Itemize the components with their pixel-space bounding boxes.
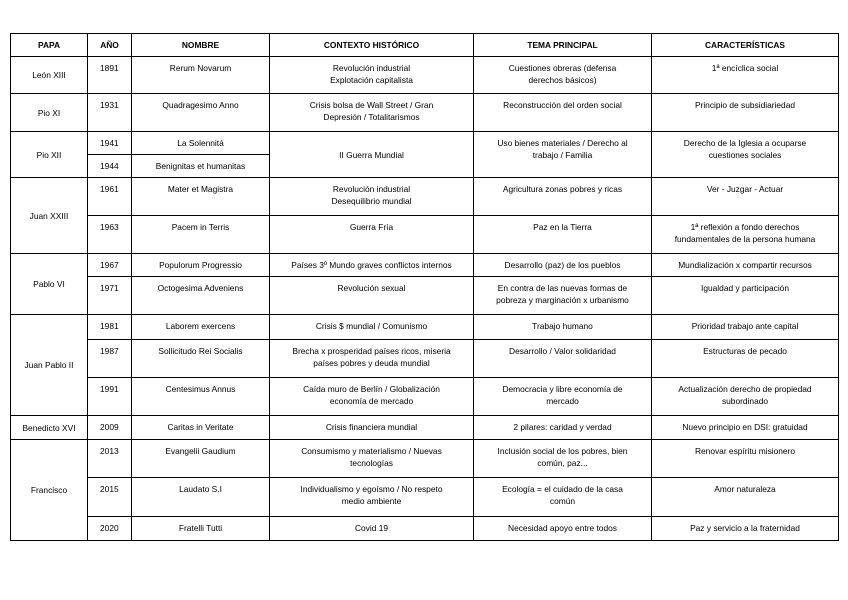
features-cell [652, 340, 839, 378]
features-cell [652, 478, 839, 517]
name-cell: Centesimus Annus [132, 378, 270, 416]
header-papa: PAPA [11, 34, 88, 57]
cell-line: común [549, 496, 576, 506]
features-cell [652, 94, 839, 132]
context-cell [270, 517, 474, 541]
table-row [11, 216, 839, 254]
context-cell [270, 478, 474, 517]
theme-cell [474, 57, 652, 94]
year-cell: 1944 [88, 155, 132, 178]
table-row [11, 478, 839, 517]
theme-cell [474, 254, 652, 277]
cell-line: Estructuras de pecado [703, 346, 787, 356]
context-cell [270, 378, 474, 416]
table-row [11, 178, 839, 216]
cell-line: II Guerra Mundial [339, 149, 404, 160]
pope-cell: Juan XXIII [11, 178, 88, 254]
theme-cell [474, 178, 652, 216]
year-cell: 1991 [88, 378, 132, 416]
features-cell [652, 216, 839, 254]
pope-cell: Pio XII [11, 132, 88, 178]
name-cell: Laudato S.I [132, 478, 270, 517]
header-tema: TEMA PRINCIPAL [474, 34, 652, 57]
context-cell [270, 440, 474, 478]
theme-cell [474, 378, 652, 416]
cell-line: Depresión / Totalitarismos [323, 112, 420, 122]
name-cell: Populorum Progressio [132, 254, 270, 277]
table-row [11, 315, 839, 340]
year-cell: 1891 [88, 57, 132, 94]
cell-line: pobreza y marginación x urbanismo [496, 295, 629, 305]
cell-line: Desequilibrio mundial [331, 196, 412, 206]
cell-line: Amor naturaleza [714, 484, 776, 494]
table-row [11, 378, 839, 416]
name-cell: Pacem in Terris [132, 216, 270, 254]
theme-cell [474, 517, 652, 541]
pope-cell: Francisco [11, 440, 88, 541]
name-cell: Evangelii Gaudium [132, 440, 270, 478]
cell-line: Igualdad y participación [701, 283, 789, 293]
table-row [11, 254, 839, 277]
table-row [11, 440, 839, 478]
cell-line: Crisis financiera mundial [325, 422, 418, 432]
encyclicals-table [10, 33, 839, 541]
cell-line: Crisis $ mundial / Comunismo [315, 321, 428, 331]
features-cell [652, 416, 839, 440]
cell-line: economía de mercado [329, 396, 414, 406]
cell-line: Brecha x prosperidad países ricos, miseria [292, 346, 451, 356]
cell-line: Cuestiones obreras (defensa [508, 63, 617, 73]
cell-line: Renovar espíritu misionero [694, 446, 796, 456]
theme-cell [474, 478, 652, 517]
year-cell: 1981 [88, 315, 132, 340]
header-contexto: CONTEXTO HISTÓRICO [270, 34, 474, 57]
context-cell [270, 94, 474, 132]
features-cell [652, 277, 839, 315]
context-cell [270, 57, 474, 94]
cell-line: Mundialización x compartir recursos [678, 260, 812, 270]
features-cell [652, 132, 839, 178]
pope-cell: León XIII [11, 57, 88, 94]
cell-line: Revolución sexual [337, 283, 406, 293]
table-row [11, 57, 839, 94]
cell-line: Covid 19 [354, 523, 389, 533]
cell-line: cuestiones sociales [708, 150, 782, 160]
cell-line: derechos básicos) [528, 75, 597, 85]
cell-line: Trabajo humano [532, 321, 593, 331]
features-cell [652, 254, 839, 277]
cell-line: Revolución industrial [332, 184, 411, 194]
cell-line: Individualismo y egoísmo / No respeto [300, 484, 443, 494]
theme-cell [474, 315, 652, 340]
cell-line: Reconstrucción del orden social [503, 100, 622, 110]
cell-line: Desarrollo (paz) de los pueblos [504, 260, 621, 270]
cell-line: 2 pilares: caridad y verdad [513, 422, 612, 432]
cell-line: 1ª encíclica social [711, 63, 779, 73]
name-cell: Octogesima Adveniens [132, 277, 270, 315]
context-cell [270, 416, 474, 440]
cell-line: Agricultura zonas pobres y ricas [502, 184, 623, 194]
features-cell [652, 378, 839, 416]
cell-line: tecnologías [350, 458, 393, 468]
theme-cell [474, 132, 652, 178]
context-cell [270, 216, 474, 254]
cell-line: Uso bienes materiales / Derecho al [497, 138, 628, 148]
features-cell [652, 178, 839, 216]
cell-line: mercado [546, 396, 579, 406]
header-caracteristicas: CARACTERÍSTICAS [652, 34, 839, 57]
context-cell [270, 178, 474, 216]
name-cell: Fratelli Tutti [132, 517, 270, 541]
cell-line: Ecología = el cuidado de la casa [502, 484, 623, 494]
cell-line: común, paz... [537, 458, 588, 468]
pope-cell: Pablo VI [11, 254, 88, 315]
year-cell: 1941 [88, 132, 132, 155]
cell-line: Ver - Juzgar - Actuar [706, 184, 784, 194]
theme-cell [474, 440, 652, 478]
table-row [11, 416, 839, 440]
theme-cell [474, 216, 652, 254]
context-cell [270, 132, 474, 178]
name-cell: La Solennitá [132, 132, 270, 155]
year-cell: 1961 [88, 178, 132, 216]
features-cell [652, 517, 839, 541]
name-cell: Caritas in Veritate [132, 416, 270, 440]
cell-line: Países 3º Mundo graves conflictos internos [291, 260, 452, 270]
table-row [11, 517, 839, 541]
theme-cell [474, 340, 652, 378]
year-cell: 1987 [88, 340, 132, 378]
table-row [11, 340, 839, 378]
name-cell: Sollicitudo Rei Socialis [132, 340, 270, 378]
name-cell: Mater et Magistra [132, 178, 270, 216]
cell-line: Democracia y libre economía de [502, 384, 623, 394]
year-cell: 2015 [88, 478, 132, 517]
name-cell: Quadragesimo Anno [132, 94, 270, 132]
year-cell: 1963 [88, 216, 132, 254]
cell-line: Paz y servicio a la fraternidad [690, 523, 800, 533]
cell-line: Caída muro de Berlín / Globalización [303, 384, 440, 394]
context-cell [270, 254, 474, 277]
cell-line: Paz en la Tierra [533, 222, 592, 232]
cell-line: países pobres y deuda mundial [313, 358, 430, 368]
cell-line: Principio de subsidiariedad [694, 100, 796, 110]
cell-line: subordinado [721, 396, 769, 406]
features-cell [652, 315, 839, 340]
cell-line: Revolución industrial [332, 63, 411, 73]
table-row [11, 132, 839, 155]
theme-cell [474, 416, 652, 440]
year-cell: 2009 [88, 416, 132, 440]
cell-line: Crisis bolsa de Wall Street / Gran [309, 100, 434, 110]
cell-line: Prioridad trabajo ante capital [691, 321, 799, 331]
cell-line: Guerra Fría [349, 222, 394, 232]
name-cell: Benignitas et humanitas [132, 155, 270, 178]
cell-line: Consumismo y materialismo / Nuevas [301, 446, 442, 456]
cell-line: trabajo / Familia [532, 150, 593, 160]
theme-cell [474, 277, 652, 315]
cell-line: En contra de las nuevas formas de [497, 283, 628, 293]
cell-line: Explotación capitalista [330, 75, 413, 85]
year-cell: 2020 [88, 517, 132, 541]
name-cell: Rerum Novarum [132, 57, 270, 94]
cell-line: Necesidad apoyo entre todos [508, 523, 617, 533]
pope-cell: Benedicto XVI [11, 416, 88, 440]
cell-line: fundamentales de la persona humana [674, 234, 816, 244]
year-cell: 1967 [88, 254, 132, 277]
context-cell [270, 277, 474, 315]
cell-line: Actualización derecho de propiedad [678, 384, 812, 394]
cell-line: Inclusión social de los pobres, bien [497, 446, 628, 456]
features-cell [652, 57, 839, 94]
context-cell [270, 315, 474, 340]
year-cell: 2013 [88, 440, 132, 478]
header-anio: AÑO [88, 34, 132, 57]
cell-line: Derecho de la Iglesia a ocuparse [683, 138, 807, 148]
header-nombre: NOMBRE [132, 34, 270, 57]
year-cell: 1971 [88, 277, 132, 315]
cell-line: medio ambiente [341, 496, 402, 506]
cell-line: 1ª reflexión a fondo derechos [690, 222, 800, 232]
name-cell: Laborem exercens [132, 315, 270, 340]
header-row [11, 34, 839, 57]
theme-cell [474, 94, 652, 132]
pope-cell: Juan Pablo II [11, 315, 88, 416]
cell-line: Nuevo principio en DSI: gratuidad [682, 422, 808, 432]
context-cell [270, 340, 474, 378]
table-row [11, 94, 839, 132]
pope-cell: Pio XI [11, 94, 88, 132]
cell-line: Desarrollo / Valor solidaridad [509, 346, 616, 356]
features-cell [652, 440, 839, 478]
table-row [11, 277, 839, 315]
year-cell: 1931 [88, 94, 132, 132]
